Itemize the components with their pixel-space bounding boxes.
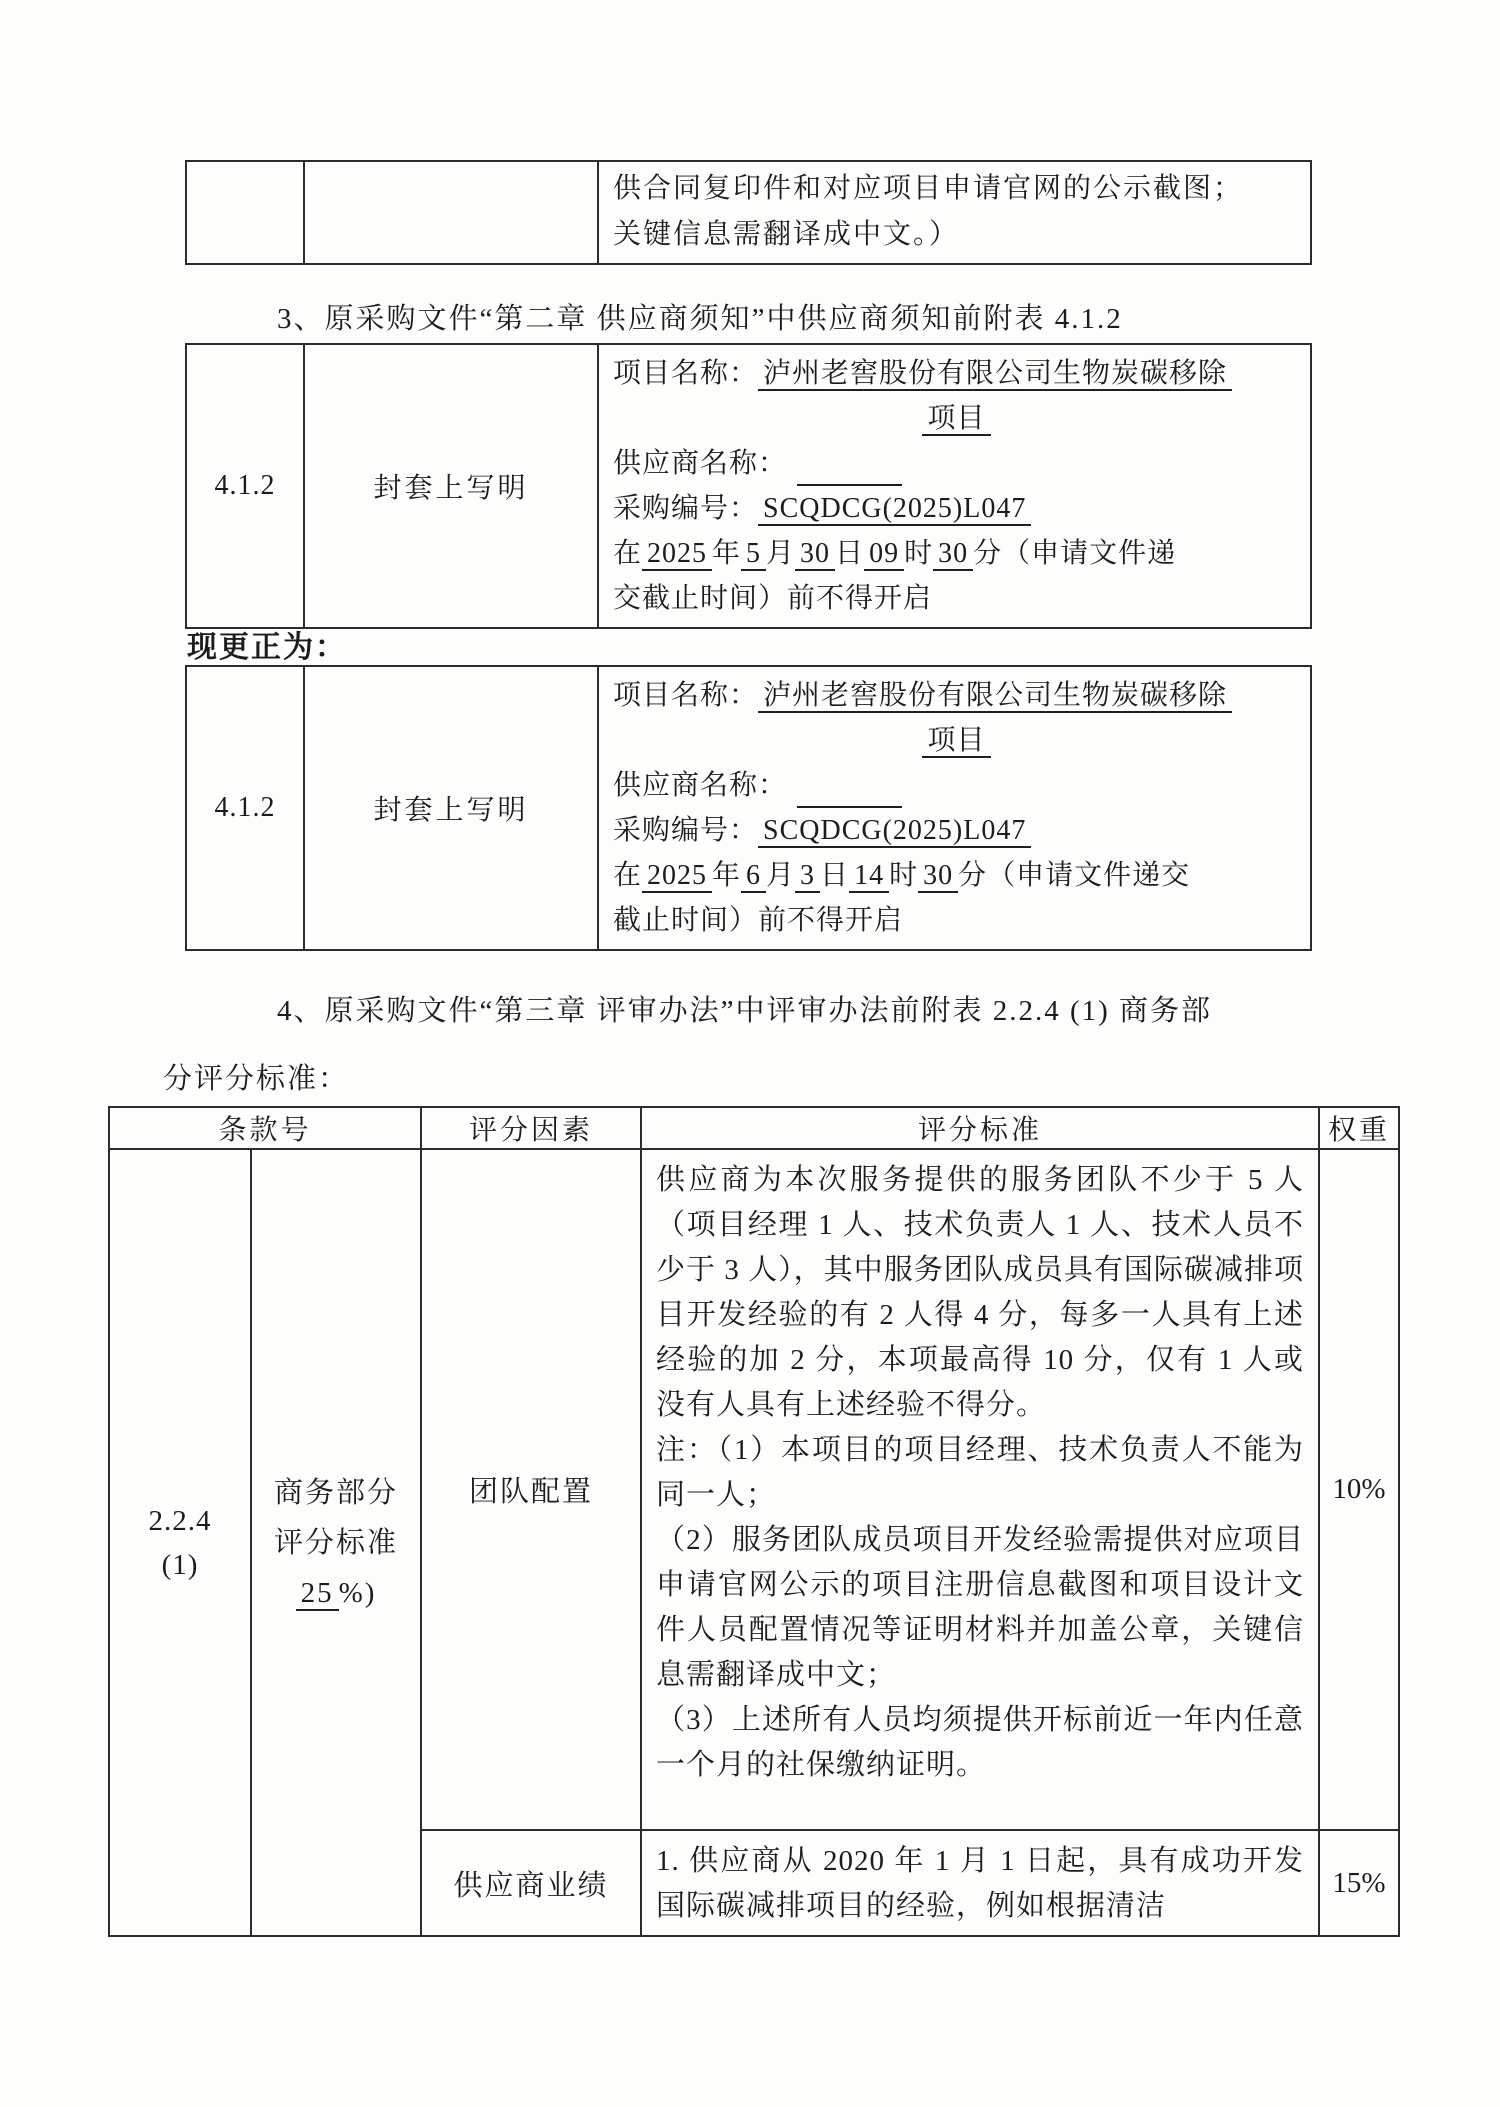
envelope-content-text: 项目名称： 泸州老窖股份有限公司生物炭碳移除 项目 供应商名称： 采购编号： SCQDCG(2025)L047 在 2025 年 6 月 3 日 14 时 30 分（申请文件递交 截止时间）前不得开启 (613, 673, 1300, 943)
score-row-team (109, 1149, 1399, 1830)
header-factor: 评分因素 (421, 1107, 641, 1149)
correction-label: 现更正为： (187, 631, 347, 664)
item-label-cell: 封套上写明 (304, 344, 598, 628)
continued-content-cell (598, 161, 1311, 264)
score-table-header-row (109, 1107, 1399, 1149)
table-412-updated (185, 665, 1312, 951)
section3-heading: 3、原采购文件“第二章 供应商须知”中供应商须知前附表 4.1.2 (277, 303, 1123, 335)
clause-number-cell: 4.1.2 (186, 666, 304, 950)
clause-number-cell: 4.1.2 (186, 344, 304, 628)
section4-heading-line1: 4、原采购文件“第三章 评审办法”中评审办法前附表 2.2.4 (1) 商务部 (277, 995, 1213, 1027)
header-clause: 条款号 (109, 1107, 421, 1149)
table-row (186, 161, 1311, 264)
envelope-content-text: 项目名称： 泸州老窖股份有限公司生物炭碳移除 项目 供应商名称： 采购编号： SCQDCG(2025)L047 在 2025 年 5 月 30 日 09 时 30 分（申请文件递 交截止时间）前不得开启 (613, 351, 1300, 621)
header-criteria: 评分标准 (641, 1107, 1319, 1149)
factor-cell-team: 团队配置 (421, 1149, 641, 1830)
criteria-cell-team (641, 1149, 1319, 1830)
continued-item-cell (304, 161, 598, 264)
table-row (186, 344, 1311, 628)
envelope-content-cell (598, 666, 1311, 950)
score-table (108, 1106, 1400, 1937)
criteria-text-team: 供应商为本次服务提供的服务团队不少于 5 人（项目经理 1 人、技术负责人 1 人、技术人员不少于 3 人），其中服务团队成员具有国际碳减排项目开发经验的有 2 人得 4 分，每多一人具有上述经验的加 2 分，本项最高得 10 分，仅有 1 人或没有人具有上述经验不得分。 注：（1）本项目的项目经理、技术负责人不能为同一人； （2）服务团队成员项目开发经验需提供对应项目申请官网公示的项目注册信息截图和项目设计文件人员配置情况等证明材料并加盖公章，关键信息需翻译成中文； （3）上述所有人员均须提供开标前近一年内任意一个月的社保缴纳证明。 (656, 1164, 1305, 1781)
table-row (186, 666, 1311, 950)
continued-table (185, 160, 1312, 265)
category-cell (251, 1149, 421, 1936)
continued-content-text: 供合同复印件和对应项目申请官网的公示截图； 关键信息需翻译成中文。） (613, 173, 1244, 250)
category-text: 商务部分 评分标准 25 %) (274, 1476, 399, 1609)
criteria-cell-performance (641, 1830, 1319, 1936)
table-412-original (185, 343, 1312, 629)
header-weight: 权重 (1319, 1107, 1399, 1149)
weight-cell-performance: 15% (1319, 1830, 1399, 1936)
section4-heading-line2: 分评分标准： (163, 1063, 350, 1095)
continued-clause-cell (186, 161, 304, 264)
clause-number-text: 2.2.4 (1) (148, 1504, 212, 1581)
factor-cell-performance: 供应商业绩 (421, 1830, 641, 1936)
clause-number-cell (109, 1149, 251, 1936)
weight-cell-team: 10% (1319, 1149, 1399, 1830)
criteria-text-performance: 1. 供应商从 2020 年 1 月 1 日起，具有成功开发国际碳减排项目的经验，例如根据清洁 (656, 1845, 1305, 1922)
item-label-cell: 封套上写明 (304, 666, 598, 950)
envelope-content-cell (598, 344, 1311, 628)
